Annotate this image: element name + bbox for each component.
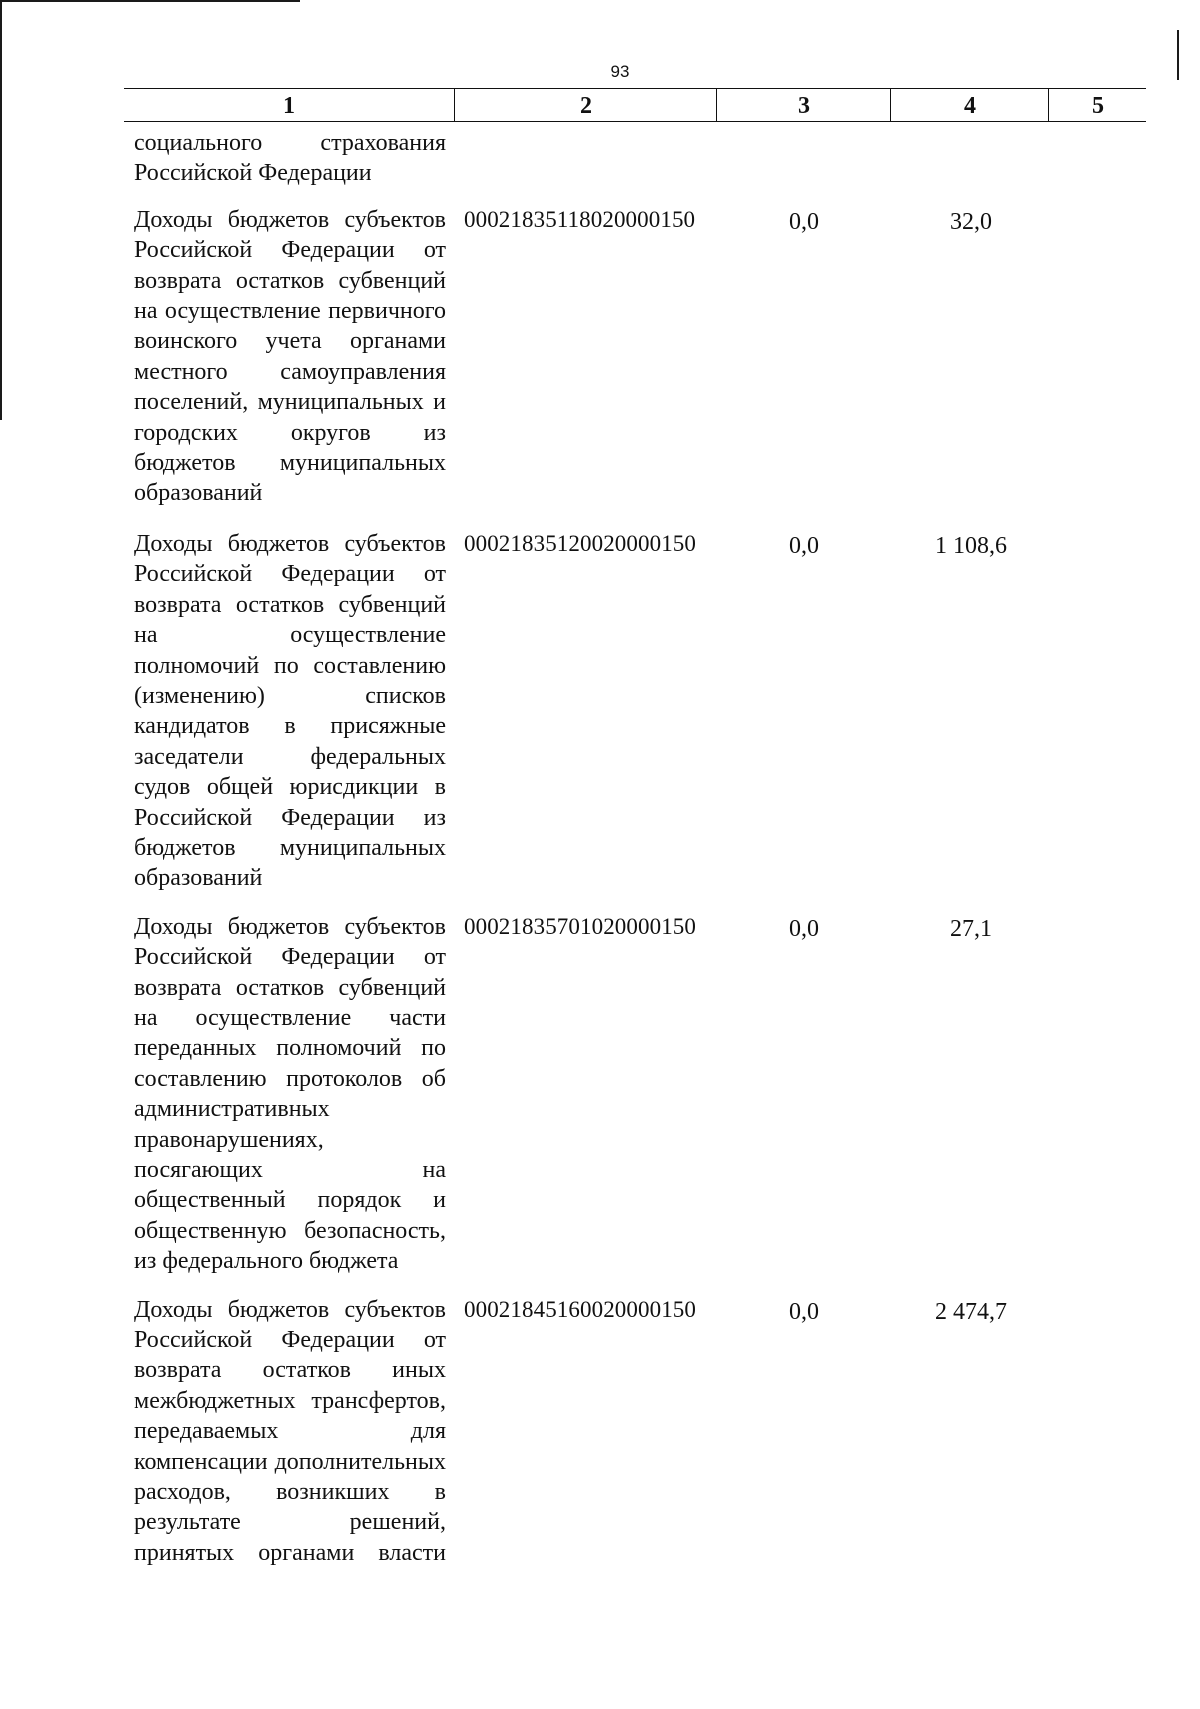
row-description: Доходы бюджетов субъектов Российской Федерации от возврата остатков субвенций на осуществление полномочий по составлению (изменению) списков кандидатов в присяжные заседатели федеральных судов общей юрисдикции в Российской Федерации из бюджетов муниципальных образований: [134, 530, 446, 892]
row-value-col4: 2 474,7: [935, 1298, 1007, 1325]
column-header-2: 2: [454, 89, 717, 121]
page-number: 93: [610, 62, 630, 81]
row-value-col3: 0,0: [789, 208, 819, 235]
table-row: [124, 205, 1146, 509]
column-header-5: 5: [1048, 89, 1147, 121]
column-header-4: 4: [890, 89, 1049, 121]
table-row-continuation: [124, 128, 1146, 189]
row-value-col3: 0,0: [789, 532, 819, 559]
table-row: [124, 529, 1146, 894]
row-code: 00021835701020000150: [464, 913, 696, 939]
row-description: Доходы бюджетов субъектов Российской Федерации от возврата остатков субвенций на осуществление первичного воинского учета органами местного самоуправления поселений, муниципальных и городских округов из бюджетов муниципальных образований: [134, 206, 446, 507]
column-header-3: 3: [716, 89, 891, 121]
row-description: Доходы бюджетов субъектов Российской Федерации от возврата остатков субвенций на осуществление части переданных полномочий по составлению протоколов об административных правонарушениях, посягающих на общественный порядок и общественную безопасность, из федерального бюджета: [134, 913, 446, 1275]
scan-edge-top: [0, 0, 300, 2]
column-header-1: 1: [283, 93, 295, 119]
row-description: социального страхования Российской Федерации: [134, 130, 446, 187]
table-row: [124, 1295, 1146, 1569]
scan-edge-right: [1177, 30, 1179, 80]
table-header-row: [124, 88, 1146, 122]
row-value-col3: 0,0: [789, 915, 819, 942]
table-row: [124, 912, 1146, 1277]
row-value-col3: 0,0: [789, 1298, 819, 1325]
row-code: 00021845160020000150: [464, 1296, 696, 1322]
row-value-col4: 1 108,6: [935, 532, 1007, 559]
row-description: Доходы бюджетов субъектов Российской Федерации от возврата остатков иных межбюджетных трансфертов, передаваемых для компенсации дополнительных расходов, возникших в результате решений, принятых органами власти: [134, 1296, 446, 1566]
row-value-col4: 27,1: [950, 915, 992, 942]
scan-edge-left: [0, 0, 2, 420]
row-value-col4: 32,0: [950, 208, 992, 235]
row-code: 00021835120020000150: [464, 530, 696, 556]
row-code: 00021835118020000150: [464, 206, 696, 232]
revenue-table: [124, 88, 1146, 1568]
